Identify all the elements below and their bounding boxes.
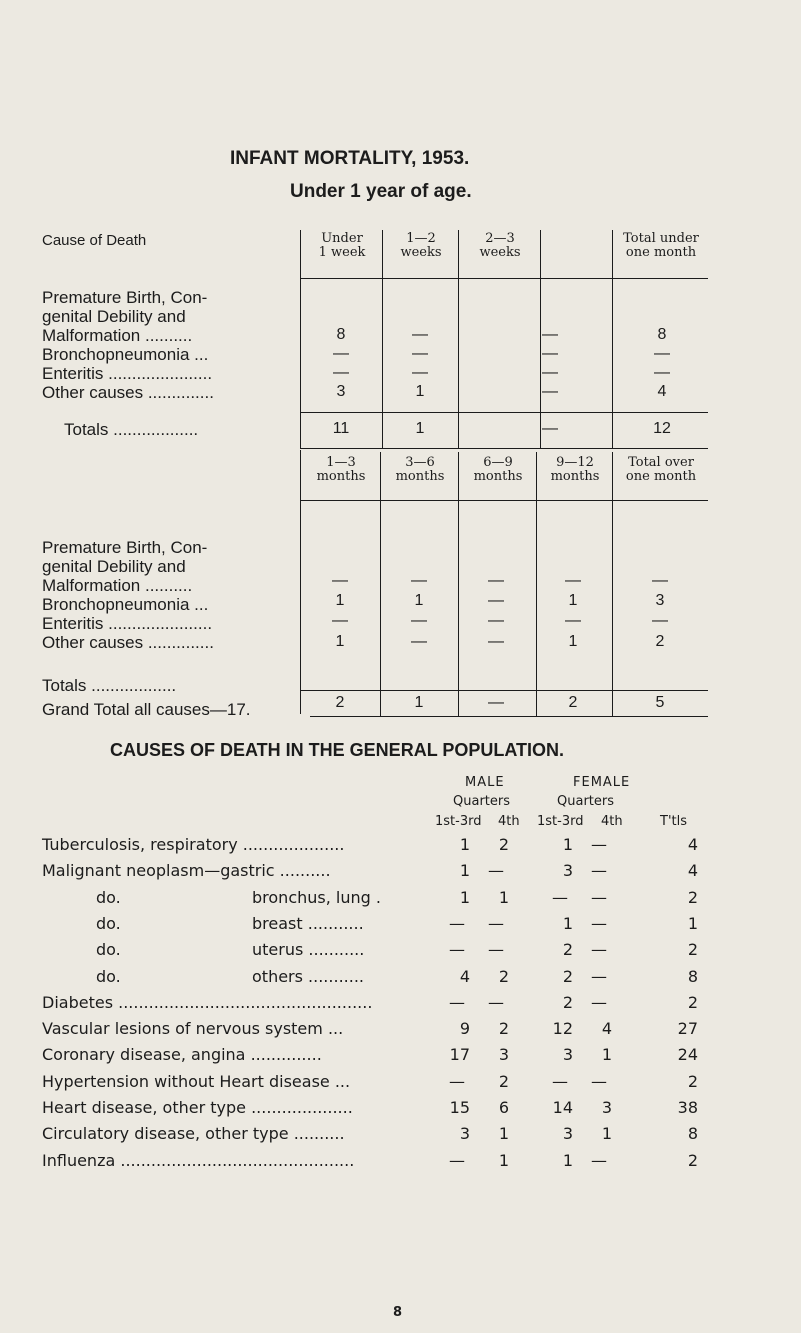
t1-cause-1: Bronchopneumonia ...: [42, 345, 209, 364]
table-cell: —: [591, 940, 607, 959]
table-cell: —: [591, 967, 607, 986]
table-cell: 24: [677, 1045, 698, 1064]
table-cell: 1: [687, 914, 698, 933]
table-cell: 9: [459, 1019, 470, 1038]
t2-cause-0-line-1: genital Debility and: [42, 557, 186, 576]
table-cell: —: [591, 914, 607, 933]
table-cell: 4: [687, 835, 698, 854]
t1-cell: —: [542, 326, 558, 343]
t2-cause-2: Enteritis ......................: [42, 614, 213, 633]
table-cell: 3: [459, 1124, 470, 1143]
row-label: do.: [96, 967, 121, 986]
t1-cell: 8: [657, 326, 667, 343]
page-number: 8: [393, 1305, 403, 1320]
t2-total-cell: 2: [568, 694, 578, 711]
t2-cell: —: [565, 572, 581, 589]
t2-cell: —: [488, 572, 504, 589]
t2-cell: 2: [655, 633, 665, 650]
t1-cell: —: [542, 345, 558, 362]
table-cell: 8: [687, 967, 698, 986]
t1-cell: 3: [336, 383, 346, 400]
table-cell: —: [488, 993, 504, 1012]
table-cell: 1: [562, 835, 573, 854]
male-header: MALE: [465, 775, 505, 790]
table-cell: —: [449, 993, 465, 1012]
table-cell: —: [449, 914, 465, 933]
table-cell: 6: [498, 1098, 509, 1117]
t1-header-2: 2—3 weeks: [479, 231, 521, 260]
table-cell: 38: [677, 1098, 698, 1117]
table-cell: 14: [552, 1098, 573, 1117]
row-sublabel: bronchus, lung .: [252, 888, 381, 907]
t1-totals-label: Totals ..................: [64, 420, 199, 439]
table-cell: 1: [498, 1151, 509, 1170]
t2-header-0: 1—3 months: [316, 455, 366, 484]
female-quarters-header: Quarters: [557, 794, 614, 809]
t1-cell: —: [412, 364, 428, 381]
table-cell: 1: [459, 888, 470, 907]
t1-cell: —: [542, 383, 558, 400]
t1-cell: —: [333, 345, 349, 362]
table-cell: —: [449, 940, 465, 959]
table-cell: 8: [687, 1124, 698, 1143]
table-cell: 4: [459, 967, 470, 986]
t1-cell: —: [412, 345, 428, 362]
t1-header-1: 1—2 weeks: [400, 231, 442, 260]
table-cell: —: [591, 861, 607, 880]
row-label: Circulatory disease, other type ..........: [42, 1124, 345, 1143]
table-cell: —: [552, 888, 568, 907]
t1-header-0: Under 1 week: [318, 231, 366, 260]
row-sublabel: breast ...........: [252, 914, 364, 933]
table-cell: —: [488, 940, 504, 959]
t1-total-cell: 12: [653, 420, 671, 437]
t1-cell: 8: [336, 326, 346, 343]
table-cell: 1: [459, 835, 470, 854]
t2-cause-0-line-0: Premature Birth, Con-: [42, 538, 208, 557]
general-population-title: CAUSES OF DEATH IN THE GENERAL POPULATION.: [110, 740, 565, 760]
table-cell: 2: [498, 967, 509, 986]
table-cell: 4: [687, 861, 698, 880]
t2-cell: 1: [568, 592, 578, 609]
t1-cell: 1: [415, 383, 425, 400]
t1-header-3: Total under one month: [623, 231, 699, 260]
row-label: Malignant neoplasm—gastric ..........: [42, 861, 331, 880]
table-cell: 3: [562, 861, 573, 880]
t2-cell: —: [652, 572, 668, 589]
t2-total-cell: 1: [414, 694, 424, 711]
t2-header-4: Total over one month: [625, 455, 697, 484]
t2-cell: 3: [655, 592, 665, 609]
table-cell: —: [591, 993, 607, 1012]
table-cell: 1: [562, 1151, 573, 1170]
t1-total-cell: 11: [332, 420, 350, 437]
cause-header: Cause of Death: [42, 232, 147, 249]
table-cell: 1: [498, 1124, 509, 1143]
table-cell: —: [449, 1072, 465, 1091]
t2-cell: —: [332, 612, 348, 629]
t2-totals-label: Totals ..................: [42, 676, 177, 695]
t1-cell: —: [542, 364, 558, 381]
grand-total: Grand Total all causes—17.: [42, 700, 251, 719]
t2-cause-0-line-2: Malformation ..........: [42, 576, 193, 595]
row-label: Hypertension without Heart disease ...: [42, 1072, 351, 1091]
col-header-female-4th: 4th: [601, 814, 623, 829]
female-header: FEMALE: [573, 775, 631, 790]
t1-cause-0-line-1: genital Debility and: [42, 307, 186, 326]
table-cell: 2: [562, 993, 573, 1012]
t2-cell: —: [411, 633, 427, 650]
row-label: do.: [96, 914, 121, 933]
t2-cell: 1: [414, 592, 424, 609]
t2-cell: —: [565, 612, 581, 629]
table-cell: 2: [687, 940, 698, 959]
table-cell: 15: [449, 1098, 470, 1117]
table-cell: 2: [498, 1019, 509, 1038]
table-cell: 3: [601, 1098, 612, 1117]
t2-cell: 1: [568, 633, 578, 650]
t1-cell: —: [333, 364, 349, 381]
table-cell: 2: [687, 1151, 698, 1170]
t1-cause-0-line-2: Malformation ..........: [42, 326, 193, 345]
table-cell: 2: [687, 888, 698, 907]
t2-cell: —: [488, 612, 504, 629]
t2-total-cell: —: [488, 694, 504, 711]
t2-cell: —: [488, 592, 504, 609]
col-header-totals: T'tls: [660, 814, 687, 829]
table-cell: —: [488, 861, 504, 880]
row-sublabel: others ...........: [252, 967, 364, 986]
t1-cause-2: Enteritis ......................: [42, 364, 213, 383]
page-subtitle: Under 1 year of age.: [290, 181, 472, 202]
table-cell: 2: [498, 835, 509, 854]
t2-cell: —: [488, 633, 504, 650]
table-cell: 3: [562, 1124, 573, 1143]
t2-cell: 1: [335, 592, 345, 609]
col-header-female-1st-3rd: 1st-3rd: [537, 814, 584, 829]
t1-cell: —: [654, 364, 670, 381]
table-cell: 1: [498, 888, 509, 907]
table-cell: 2: [687, 993, 698, 1012]
row-label: Influenza ..............................................: [42, 1151, 355, 1170]
table-cell: —: [449, 1151, 465, 1170]
t1-cause-0-line-0: Premature Birth, Con-: [42, 288, 208, 307]
table-cell: 3: [498, 1045, 509, 1064]
row-label: Vascular lesions of nervous system ...: [42, 1019, 344, 1038]
row-label: Tuberculosis, respiratory ....................: [42, 835, 345, 854]
table-cell: 2: [687, 1072, 698, 1091]
t2-header-1: 3—6 months: [395, 455, 445, 484]
table-cell: —: [591, 1151, 607, 1170]
table-cell: 2: [562, 940, 573, 959]
t2-header-2: 6—9 months: [473, 455, 523, 484]
t2-header-3: 9—12 months: [550, 455, 600, 484]
col-header-male-1st-3rd: 1st-3rd: [435, 814, 482, 829]
t2-cell: 1: [335, 633, 345, 650]
page-title: INFANT MORTALITY, 1953.: [230, 148, 470, 169]
row-label: Coronary disease, angina ..............: [42, 1045, 322, 1064]
table-cell: 1: [601, 1124, 612, 1143]
table-cell: 3: [562, 1045, 573, 1064]
table-cell: —: [591, 835, 607, 854]
t2-cell: —: [332, 572, 348, 589]
t1-cell: —: [654, 345, 670, 362]
male-quarters-header: Quarters: [453, 794, 510, 809]
t1-total-cell: —: [542, 420, 558, 437]
t2-cell: —: [411, 612, 427, 629]
t2-cell: —: [652, 612, 668, 629]
table-cell: 1: [459, 861, 470, 880]
table-cell: 4: [601, 1019, 612, 1038]
table-cell: —: [591, 1072, 607, 1091]
t1-cell: 4: [657, 383, 667, 400]
row-sublabel: uterus ...........: [252, 940, 365, 959]
table-cell: 27: [677, 1019, 698, 1038]
table-cell: —: [591, 888, 607, 907]
table-cell: 12: [552, 1019, 573, 1038]
t2-total-cell: 2: [335, 694, 345, 711]
table-cell: 2: [562, 967, 573, 986]
table-cell: 17: [449, 1045, 470, 1064]
table-cell: —: [552, 1072, 568, 1091]
row-label: do.: [96, 940, 121, 959]
t2-cause-1: Bronchopneumonia ...: [42, 595, 209, 614]
table-cell: 1: [562, 914, 573, 933]
t1-cell: —: [412, 326, 428, 343]
t2-total-cell: 5: [655, 694, 665, 711]
t2-cell: —: [411, 572, 427, 589]
table-cell: 1: [601, 1045, 612, 1064]
table-cell: 2: [498, 1072, 509, 1091]
row-label: Heart disease, other type ....................: [42, 1098, 353, 1117]
t1-cause-3: Other causes ..............: [42, 383, 214, 402]
col-header-male-4th: 4th: [498, 814, 520, 829]
row-label: Diabetes ..................................................: [42, 993, 373, 1012]
t1-total-cell: 1: [415, 420, 425, 437]
row-label: do.: [96, 888, 121, 907]
table-cell: —: [488, 914, 504, 933]
t2-cause-3: Other causes ..............: [42, 633, 214, 652]
